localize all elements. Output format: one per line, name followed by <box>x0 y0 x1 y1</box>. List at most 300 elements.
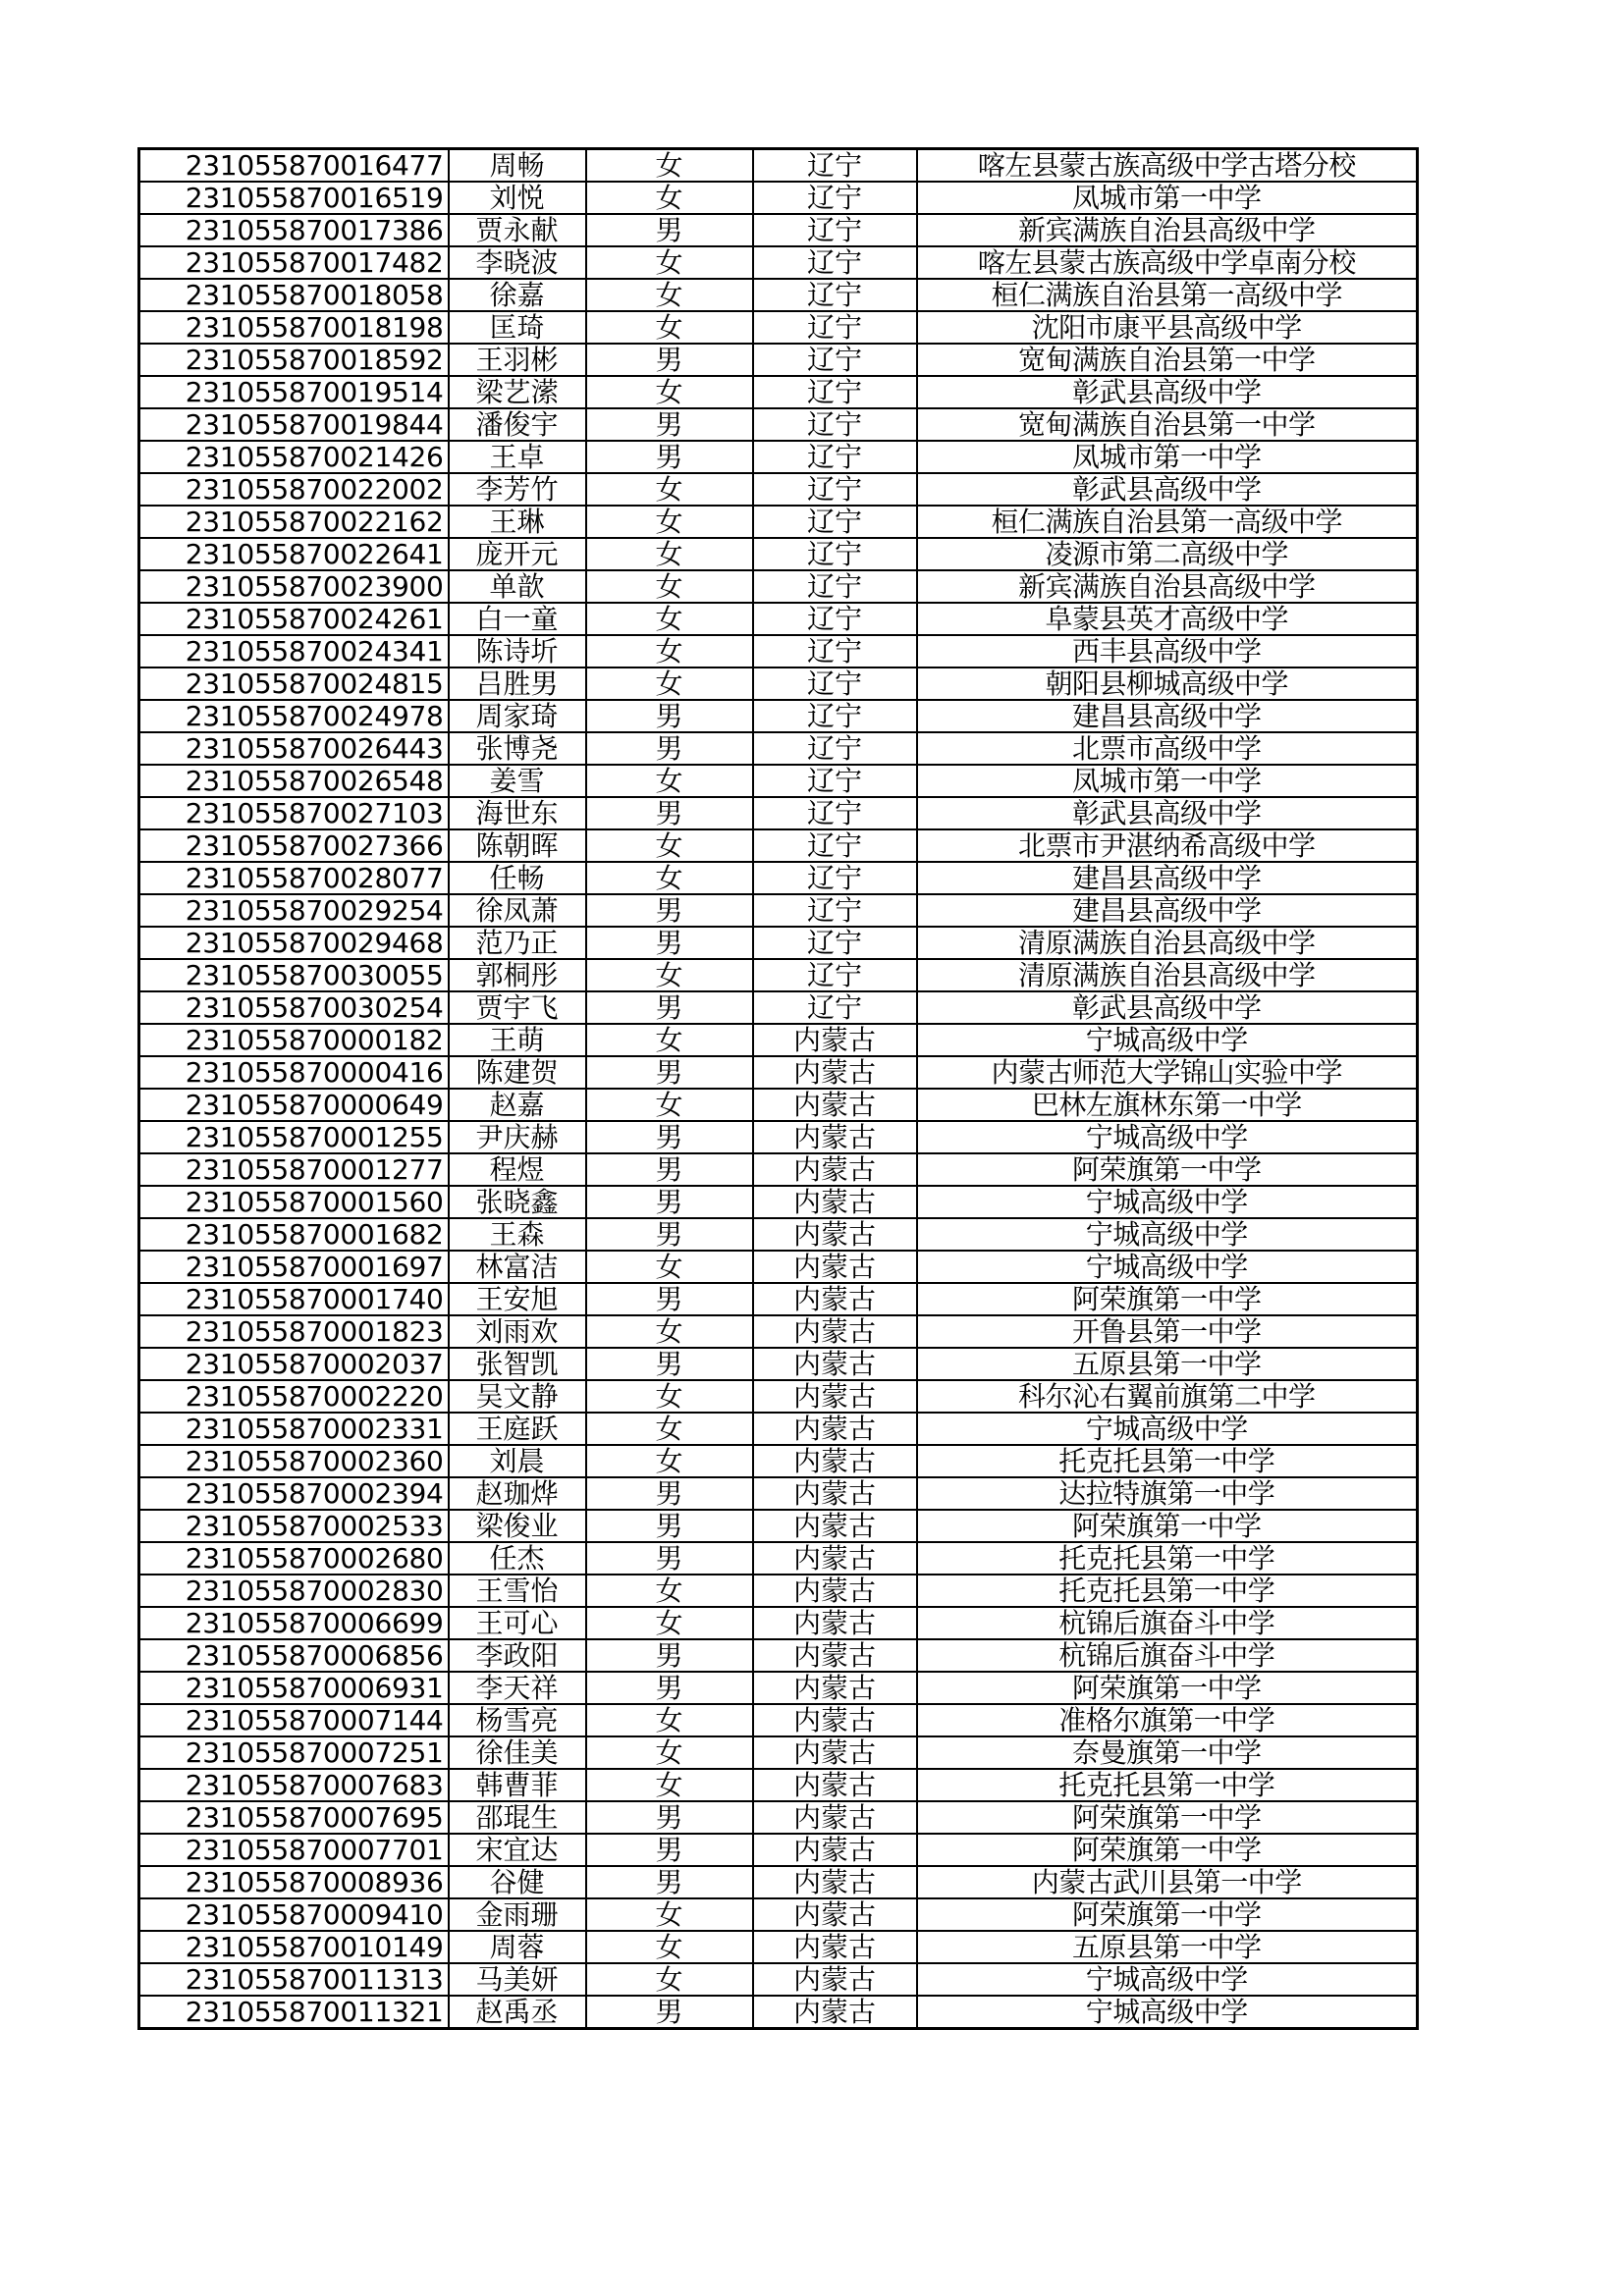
table-row <box>139 311 1418 344</box>
gender-cell: 男 <box>586 1348 753 1380</box>
name-cell: 王森 <box>449 1218 586 1251</box>
candidate-id-cell: 231055870006931 <box>139 1672 449 1704</box>
gender-cell: 女 <box>586 279 753 311</box>
name-cell: 张智凯 <box>449 1348 586 1380</box>
gender-cell: 男 <box>586 441 753 473</box>
province-cell: 辽宁 <box>753 700 917 732</box>
table-row <box>139 732 1418 765</box>
gender-cell: 女 <box>586 1963 753 1996</box>
school-cell: 托克托县第一中学 <box>917 1542 1418 1575</box>
gender-cell: 男 <box>586 1639 753 1672</box>
table-row <box>139 1736 1418 1769</box>
candidate-id-cell: 231055870001682 <box>139 1218 449 1251</box>
gender-cell: 男 <box>586 1121 753 1153</box>
candidate-id-cell: 231055870009410 <box>139 1898 449 1931</box>
school-cell: 新宾满族自治县高级中学 <box>917 570 1418 603</box>
province-cell: 内蒙古 <box>753 1963 917 1996</box>
school-cell: 新宾满族自治县高级中学 <box>917 214 1418 246</box>
gender-cell: 女 <box>586 667 753 700</box>
name-cell: 单歆 <box>449 570 586 603</box>
table-row <box>139 1153 1418 1186</box>
candidate-id-cell: 231055870019844 <box>139 408 449 441</box>
candidate-id-cell: 231055870008936 <box>139 1866 449 1898</box>
school-cell: 喀左县蒙古族高级中学卓南分校 <box>917 246 1418 279</box>
candidate-id-cell: 231055870017482 <box>139 246 449 279</box>
name-cell: 王安旭 <box>449 1283 586 1315</box>
province-cell: 内蒙古 <box>753 1607 917 1639</box>
province-cell: 辽宁 <box>753 344 917 376</box>
province-cell: 辽宁 <box>753 473 917 506</box>
table-row <box>139 376 1418 408</box>
candidate-id-cell: 231055870001255 <box>139 1121 449 1153</box>
name-cell: 张博尧 <box>449 732 586 765</box>
candidate-id-cell: 231055870022641 <box>139 538 449 570</box>
province-cell: 内蒙古 <box>753 1283 917 1315</box>
table-row <box>139 1283 1418 1315</box>
province-cell: 辽宁 <box>753 991 917 1024</box>
province-cell: 内蒙古 <box>753 1153 917 1186</box>
candidate-id-cell: 231055870018058 <box>139 279 449 311</box>
name-cell: 陈建贺 <box>449 1056 586 1089</box>
school-cell: 达拉特旗第一中学 <box>917 1477 1418 1510</box>
name-cell: 金雨珊 <box>449 1898 586 1931</box>
table-row <box>139 1575 1418 1607</box>
province-cell: 辽宁 <box>753 441 917 473</box>
school-cell: 宁城高级中学 <box>917 1963 1418 1996</box>
candidate-id-cell: 231055870000416 <box>139 1056 449 1089</box>
name-cell: 任畅 <box>449 862 586 894</box>
province-cell: 内蒙古 <box>753 1931 917 1963</box>
table-row <box>139 1380 1418 1413</box>
name-cell: 郭桐彤 <box>449 959 586 991</box>
province-cell: 辽宁 <box>753 182 917 214</box>
province-cell: 内蒙古 <box>753 1834 917 1866</box>
name-cell: 吴文静 <box>449 1380 586 1413</box>
province-cell: 内蒙古 <box>753 1704 917 1736</box>
table-row <box>139 1089 1418 1121</box>
candidate-id-cell: 231055870000649 <box>139 1089 449 1121</box>
candidate-id-cell: 231055870028077 <box>139 862 449 894</box>
school-cell: 建昌县高级中学 <box>917 700 1418 732</box>
table-row <box>139 700 1418 732</box>
name-cell: 王可心 <box>449 1607 586 1639</box>
province-cell: 内蒙古 <box>753 1056 917 1089</box>
gender-cell: 男 <box>586 991 753 1024</box>
candidate-id-cell: 231055870002680 <box>139 1542 449 1575</box>
candidate-id-cell: 231055870007701 <box>139 1834 449 1866</box>
school-cell: 北票市高级中学 <box>917 732 1418 765</box>
province-cell: 内蒙古 <box>753 1089 917 1121</box>
school-cell: 宁城高级中学 <box>917 1996 1418 2029</box>
name-cell: 赵禹丞 <box>449 1996 586 2029</box>
gender-cell: 男 <box>586 344 753 376</box>
school-cell: 奈曼旗第一中学 <box>917 1736 1418 1769</box>
name-cell: 林富洁 <box>449 1251 586 1283</box>
table-row <box>139 1639 1418 1672</box>
table-row <box>139 1996 1418 2029</box>
name-cell: 张晓鑫 <box>449 1186 586 1218</box>
table-row <box>139 441 1418 473</box>
school-cell: 内蒙古武川县第一中学 <box>917 1866 1418 1898</box>
name-cell: 姜雪 <box>449 765 586 797</box>
table-row <box>139 1056 1418 1089</box>
school-cell: 喀左县蒙古族高级中学古塔分校 <box>917 149 1418 183</box>
province-cell: 辽宁 <box>753 246 917 279</box>
name-cell: 邵琨生 <box>449 1801 586 1834</box>
province-cell: 辽宁 <box>753 311 917 344</box>
name-cell: 陈诗圻 <box>449 635 586 667</box>
name-cell: 马美妍 <box>449 1963 586 1996</box>
candidate-id-cell: 231055870024261 <box>139 603 449 635</box>
gender-cell: 男 <box>586 1996 753 2029</box>
candidate-id-cell: 231055870027103 <box>139 797 449 829</box>
province-cell: 辽宁 <box>753 603 917 635</box>
school-cell: 托克托县第一中学 <box>917 1769 1418 1801</box>
name-cell: 李天祥 <box>449 1672 586 1704</box>
candidate-id-cell: 231055870006856 <box>139 1639 449 1672</box>
candidate-id-cell: 231055870029254 <box>139 894 449 927</box>
school-cell: 彰武县高级中学 <box>917 797 1418 829</box>
name-cell: 梁俊业 <box>449 1510 586 1542</box>
school-cell: 内蒙古师范大学锦山实验中学 <box>917 1056 1418 1089</box>
candidate-id-cell: 231055870001697 <box>139 1251 449 1283</box>
candidate-id-cell: 231055870019514 <box>139 376 449 408</box>
gender-cell: 男 <box>586 894 753 927</box>
candidate-id-cell: 231055870002394 <box>139 1477 449 1510</box>
gender-cell: 女 <box>586 1089 753 1121</box>
province-cell: 内蒙古 <box>753 1477 917 1510</box>
province-cell: 辽宁 <box>753 732 917 765</box>
province-cell: 内蒙古 <box>753 1639 917 1672</box>
name-cell: 王卓 <box>449 441 586 473</box>
candidate-id-cell: 231055870024341 <box>139 635 449 667</box>
school-cell: 阿荣旗第一中学 <box>917 1801 1418 1834</box>
candidate-id-cell: 231055870006699 <box>139 1607 449 1639</box>
school-cell: 宁城高级中学 <box>917 1251 1418 1283</box>
table-row <box>139 182 1418 214</box>
province-cell: 内蒙古 <box>753 1251 917 1283</box>
candidate-id-cell: 231055870007251 <box>139 1736 449 1769</box>
province-cell: 辽宁 <box>753 376 917 408</box>
gender-cell: 男 <box>586 1218 753 1251</box>
gender-cell: 男 <box>586 732 753 765</box>
candidate-id-cell: 231055870002533 <box>139 1510 449 1542</box>
province-cell: 辽宁 <box>753 538 917 570</box>
province-cell: 内蒙古 <box>753 1996 917 2029</box>
name-cell: 白一童 <box>449 603 586 635</box>
name-cell: 匡琦 <box>449 311 586 344</box>
table-row <box>139 1413 1418 1445</box>
school-cell: 凤城市第一中学 <box>917 441 1418 473</box>
candidate-id-cell: 231055870002830 <box>139 1575 449 1607</box>
table-row <box>139 1801 1418 1834</box>
table-row <box>139 829 1418 862</box>
name-cell: 尹庆赫 <box>449 1121 586 1153</box>
name-cell: 海世东 <box>449 797 586 829</box>
school-cell: 巴林左旗林东第一中学 <box>917 1089 1418 1121</box>
province-cell: 辽宁 <box>753 214 917 246</box>
school-cell: 阿荣旗第一中学 <box>917 1898 1418 1931</box>
table-row <box>139 214 1418 246</box>
candidate-id-cell: 231055870027366 <box>139 829 449 862</box>
school-cell: 彰武县高级中学 <box>917 473 1418 506</box>
gender-cell: 女 <box>586 182 753 214</box>
table-row <box>139 1315 1418 1348</box>
gender-cell: 女 <box>586 862 753 894</box>
candidate-id-cell: 231055870018198 <box>139 311 449 344</box>
gender-cell: 女 <box>586 246 753 279</box>
gender-cell: 女 <box>586 1575 753 1607</box>
table-row <box>139 1607 1418 1639</box>
gender-cell: 男 <box>586 797 753 829</box>
province-cell: 内蒙古 <box>753 1121 917 1153</box>
name-cell: 赵嘉 <box>449 1089 586 1121</box>
name-cell: 李晓波 <box>449 246 586 279</box>
table-row <box>139 1898 1418 1931</box>
name-cell: 梁艺潆 <box>449 376 586 408</box>
gender-cell: 女 <box>586 829 753 862</box>
gender-cell: 女 <box>586 959 753 991</box>
table-row <box>139 1348 1418 1380</box>
table-row <box>139 927 1418 959</box>
name-cell: 刘悦 <box>449 182 586 214</box>
province-cell: 内蒙古 <box>753 1315 917 1348</box>
gender-cell: 男 <box>586 1672 753 1704</box>
province-cell: 内蒙古 <box>753 1898 917 1931</box>
candidate-id-cell: 231055870022162 <box>139 506 449 538</box>
table-row <box>139 1121 1418 1153</box>
table-row <box>139 1769 1418 1801</box>
candidate-id-cell: 231055870024815 <box>139 667 449 700</box>
gender-cell: 女 <box>586 473 753 506</box>
province-cell: 辽宁 <box>753 894 917 927</box>
candidate-id-cell: 231055870007695 <box>139 1801 449 1834</box>
candidate-id-cell: 231055870011321 <box>139 1996 449 2029</box>
candidate-id-cell: 231055870026443 <box>139 732 449 765</box>
student-list-table <box>137 147 1419 2030</box>
name-cell: 贾宇飞 <box>449 991 586 1024</box>
province-cell: 辽宁 <box>753 149 917 183</box>
name-cell: 谷健 <box>449 1866 586 1898</box>
school-cell: 凤城市第一中学 <box>917 765 1418 797</box>
table-row <box>139 894 1418 927</box>
gender-cell: 女 <box>586 1251 753 1283</box>
table-row <box>139 635 1418 667</box>
table-row <box>139 765 1418 797</box>
name-cell: 周蓉 <box>449 1931 586 1963</box>
table-body <box>139 149 1418 2029</box>
candidate-id-cell: 231055870010149 <box>139 1931 449 1963</box>
province-cell: 内蒙古 <box>753 1575 917 1607</box>
table-row <box>139 279 1418 311</box>
name-cell: 陈朝晖 <box>449 829 586 862</box>
table-row <box>139 246 1418 279</box>
candidate-id-cell: 231055870030055 <box>139 959 449 991</box>
candidate-id-cell: 231055870016519 <box>139 182 449 214</box>
school-cell: 阿荣旗第一中学 <box>917 1834 1418 1866</box>
gender-cell: 男 <box>586 1477 753 1510</box>
gender-cell: 女 <box>586 1704 753 1736</box>
province-cell: 辽宁 <box>753 927 917 959</box>
province-cell: 辽宁 <box>753 279 917 311</box>
name-cell: 李政阳 <box>449 1639 586 1672</box>
candidate-id-cell: 231055870002360 <box>139 1445 449 1477</box>
province-cell: 内蒙古 <box>753 1218 917 1251</box>
province-cell: 内蒙古 <box>753 1380 917 1413</box>
gender-cell: 男 <box>586 1186 753 1218</box>
candidate-id-cell: 231055870016477 <box>139 149 449 183</box>
province-cell: 内蒙古 <box>753 1024 917 1056</box>
province-cell: 内蒙古 <box>753 1413 917 1445</box>
province-cell: 内蒙古 <box>753 1801 917 1834</box>
candidate-id-cell: 231055870011313 <box>139 1963 449 1996</box>
school-cell: 宽甸满族自治县第一中学 <box>917 344 1418 376</box>
candidate-id-cell: 231055870002037 <box>139 1348 449 1380</box>
school-cell: 桓仁满族自治县第一高级中学 <box>917 506 1418 538</box>
name-cell: 李芳竹 <box>449 473 586 506</box>
gender-cell: 女 <box>586 1024 753 1056</box>
candidate-id-cell: 231055870030254 <box>139 991 449 1024</box>
province-cell: 辽宁 <box>753 862 917 894</box>
school-cell: 五原县第一中学 <box>917 1931 1418 1963</box>
gender-cell: 男 <box>586 1153 753 1186</box>
gender-cell: 女 <box>586 1898 753 1931</box>
table-row <box>139 1024 1418 1056</box>
province-cell: 内蒙古 <box>753 1736 917 1769</box>
table-row <box>139 1477 1418 1510</box>
name-cell: 王琳 <box>449 506 586 538</box>
name-cell: 刘雨欢 <box>449 1315 586 1348</box>
gender-cell: 女 <box>586 570 753 603</box>
name-cell: 王羽彬 <box>449 344 586 376</box>
candidate-id-cell: 231055870023900 <box>139 570 449 603</box>
gender-cell: 女 <box>586 603 753 635</box>
table-row <box>139 473 1418 506</box>
province-cell: 辽宁 <box>753 506 917 538</box>
name-cell: 潘俊宇 <box>449 408 586 441</box>
school-cell: 清原满族自治县高级中学 <box>917 959 1418 991</box>
school-cell: 托克托县第一中学 <box>917 1575 1418 1607</box>
table-row <box>139 603 1418 635</box>
name-cell: 周畅 <box>449 149 586 183</box>
table-row <box>139 570 1418 603</box>
gender-cell: 男 <box>586 1834 753 1866</box>
school-cell: 科尔沁右翼前旗第二中学 <box>917 1380 1418 1413</box>
gender-cell: 男 <box>586 1542 753 1575</box>
school-cell: 阿荣旗第一中学 <box>917 1283 1418 1315</box>
name-cell: 杨雪亮 <box>449 1704 586 1736</box>
candidate-id-cell: 231055870001560 <box>139 1186 449 1218</box>
school-cell: 阜蒙县英才高级中学 <box>917 603 1418 635</box>
candidate-id-cell: 231055870001277 <box>139 1153 449 1186</box>
province-cell: 内蒙古 <box>753 1866 917 1898</box>
candidate-id-cell: 231055870001823 <box>139 1315 449 1348</box>
school-cell: 阿荣旗第一中学 <box>917 1672 1418 1704</box>
school-cell: 杭锦后旗奋斗中学 <box>917 1607 1418 1639</box>
table-row <box>139 1931 1418 1963</box>
province-cell: 辽宁 <box>753 959 917 991</box>
school-cell: 阿荣旗第一中学 <box>917 1153 1418 1186</box>
table-row <box>139 1704 1418 1736</box>
name-cell: 王雪怡 <box>449 1575 586 1607</box>
gender-cell: 男 <box>586 700 753 732</box>
province-cell: 内蒙古 <box>753 1542 917 1575</box>
table-row <box>139 797 1418 829</box>
gender-cell: 男 <box>586 1056 753 1089</box>
name-cell: 王庭跃 <box>449 1413 586 1445</box>
table-row <box>139 1542 1418 1575</box>
school-cell: 阿荣旗第一中学 <box>917 1510 1418 1542</box>
name-cell: 任杰 <box>449 1542 586 1575</box>
school-cell: 宁城高级中学 <box>917 1186 1418 1218</box>
table-row <box>139 1218 1418 1251</box>
name-cell: 贾永献 <box>449 214 586 246</box>
school-cell: 宁城高级中学 <box>917 1121 1418 1153</box>
table-row <box>139 538 1418 570</box>
province-cell: 辽宁 <box>753 408 917 441</box>
gender-cell: 男 <box>586 1801 753 1834</box>
school-cell: 宁城高级中学 <box>917 1413 1418 1445</box>
province-cell: 内蒙古 <box>753 1769 917 1801</box>
name-cell: 王萌 <box>449 1024 586 1056</box>
school-cell: 朝阳县柳城高级中学 <box>917 667 1418 700</box>
candidate-id-cell: 231055870007144 <box>139 1704 449 1736</box>
gender-cell: 女 <box>586 1607 753 1639</box>
province-cell: 辽宁 <box>753 765 917 797</box>
school-cell: 宁城高级中学 <box>917 1024 1418 1056</box>
province-cell: 辽宁 <box>753 829 917 862</box>
candidate-id-cell: 231055870024978 <box>139 700 449 732</box>
table-row <box>139 959 1418 991</box>
candidate-id-cell: 231055870018592 <box>139 344 449 376</box>
candidate-id-cell: 231055870022002 <box>139 473 449 506</box>
province-cell: 辽宁 <box>753 667 917 700</box>
name-cell: 徐凤萧 <box>449 894 586 927</box>
name-cell: 徐佳美 <box>449 1736 586 1769</box>
school-cell: 清原满族自治县高级中学 <box>917 927 1418 959</box>
candidate-id-cell: 231055870002220 <box>139 1380 449 1413</box>
gender-cell: 女 <box>586 376 753 408</box>
name-cell: 赵珈烨 <box>449 1477 586 1510</box>
school-cell: 宁城高级中学 <box>917 1218 1418 1251</box>
candidate-id-cell: 231055870026548 <box>139 765 449 797</box>
gender-cell: 女 <box>586 506 753 538</box>
table-row <box>139 1866 1418 1898</box>
gender-cell: 女 <box>586 1445 753 1477</box>
table-row <box>139 506 1418 538</box>
province-cell: 内蒙古 <box>753 1510 917 1542</box>
candidate-id-cell: 231055870002331 <box>139 1413 449 1445</box>
gender-cell: 女 <box>586 1736 753 1769</box>
province-cell: 内蒙古 <box>753 1348 917 1380</box>
candidate-id-cell: 231055870007683 <box>139 1769 449 1801</box>
name-cell: 范乃正 <box>449 927 586 959</box>
name-cell: 程煜 <box>449 1153 586 1186</box>
school-cell: 凤城市第一中学 <box>917 182 1418 214</box>
school-cell: 准格尔旗第一中学 <box>917 1704 1418 1736</box>
school-cell: 彰武县高级中学 <box>917 376 1418 408</box>
gender-cell: 女 <box>586 311 753 344</box>
gender-cell: 女 <box>586 1380 753 1413</box>
table-row <box>139 1963 1418 1996</box>
gender-cell: 女 <box>586 1413 753 1445</box>
province-cell: 辽宁 <box>753 635 917 667</box>
table-row <box>139 1834 1418 1866</box>
table-row <box>139 1510 1418 1542</box>
name-cell: 徐嘉 <box>449 279 586 311</box>
school-cell: 北票市尹湛纳希高级中学 <box>917 829 1418 862</box>
school-cell: 建昌县高级中学 <box>917 862 1418 894</box>
